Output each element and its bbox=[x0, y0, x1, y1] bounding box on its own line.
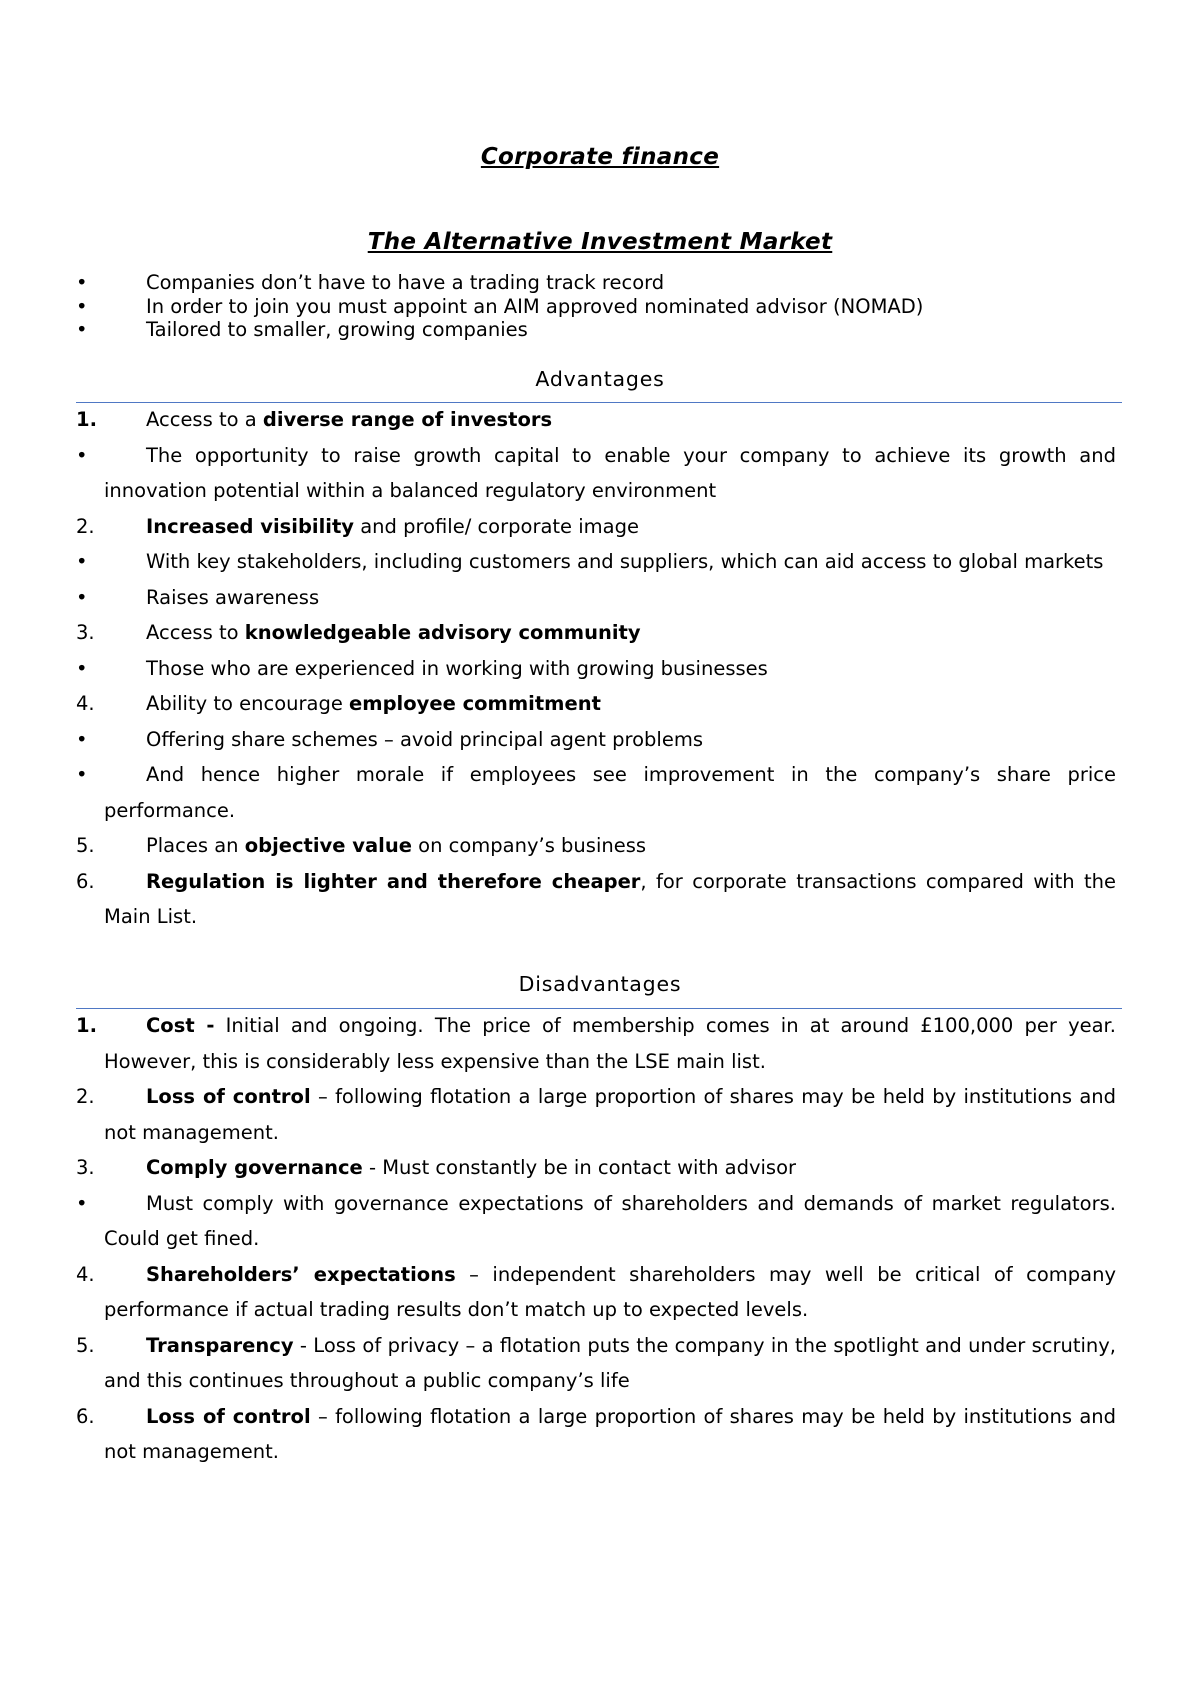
list-item bbox=[76, 1399, 1116, 1470]
emphasis-text: Increased visibility bbox=[146, 514, 355, 538]
list-item: • Companies don’t have to have a trading track record bbox=[76, 271, 665, 294]
bullet-icon: • bbox=[76, 763, 88, 786]
list-item-text: Ability to encourage employee commitment bbox=[146, 692, 601, 715]
list-item-text: Loss of control – following flotation a large proportion of shares may be held by institutions and not management. bbox=[104, 1404, 1117, 1463]
list-item-text: With key stakeholders, including customers and suppliers, which can aid access to global markets bbox=[146, 550, 1104, 573]
advantages-heading: Advantages bbox=[535, 367, 665, 391]
emphasis-text: Comply governance bbox=[146, 1156, 363, 1179]
list-item-text: Access to a diverse range of investors bbox=[146, 408, 553, 431]
list-item-text: Transparency - Loss of privacy – a flotation puts the company in the spotlight and under scrutiny, and this continues throughout a public company’s life bbox=[104, 1333, 1116, 1392]
list-item bbox=[76, 722, 1116, 758]
list-number: 3. bbox=[76, 621, 95, 644]
disadvantages-heading: Disadvantages bbox=[518, 972, 682, 996]
bullet-icon: • bbox=[76, 271, 88, 294]
list-number: 6. bbox=[76, 869, 95, 893]
bullet-icon: • bbox=[76, 550, 88, 573]
bullet-icon: • bbox=[76, 1191, 88, 1215]
list-number: 3. bbox=[76, 1156, 95, 1179]
list-item bbox=[76, 438, 1116, 509]
advantages-list bbox=[76, 402, 1116, 935]
list-item bbox=[76, 580, 1116, 616]
list-item bbox=[76, 828, 1116, 864]
list-number: 2. bbox=[76, 1085, 95, 1108]
list-item bbox=[76, 1186, 1116, 1257]
list-item bbox=[76, 1328, 1116, 1399]
list-number: 1. bbox=[76, 1014, 97, 1037]
emphasis-text: knowledgeable advisory community bbox=[244, 621, 641, 644]
list-item bbox=[76, 1257, 1116, 1328]
list-item bbox=[76, 757, 1116, 828]
list-item bbox=[76, 509, 1116, 545]
list-item bbox=[76, 544, 1116, 580]
emphasis-text: Loss of control bbox=[146, 1085, 311, 1108]
list-number: 6. bbox=[76, 1404, 95, 1428]
list-number: 4. bbox=[76, 692, 95, 715]
list-item bbox=[76, 864, 1116, 935]
bullet-icon: • bbox=[76, 727, 88, 751]
list-item: • In order to join you must appoint an AIM approved nominated advisor (NOMAD) bbox=[76, 294, 924, 318]
list-item: • Tailored to smaller, growing companies bbox=[76, 318, 528, 341]
list-item-text: Increased visibility and profile/ corporate image bbox=[146, 514, 639, 538]
list-number: 1. bbox=[76, 408, 97, 431]
list-item bbox=[76, 1150, 1116, 1186]
list-item-text: Loss of control – following flotation a large proportion of shares may be held by institutions and not management. bbox=[104, 1085, 1117, 1144]
list-item-text: Must comply with governance expectations of shareholders and demands of market regulators. Could get fined. bbox=[104, 1191, 1116, 1250]
bullet-icon: • bbox=[76, 585, 88, 609]
emphasis-text: Loss of control bbox=[146, 1404, 311, 1428]
list-item-text: Access to knowledgeable advisory community bbox=[146, 621, 641, 644]
list-number: 5. bbox=[76, 1333, 95, 1357]
emphasis-text: diverse range of investors bbox=[262, 408, 553, 431]
emphasis-text: objective value bbox=[244, 834, 412, 857]
list-item-text: And hence higher morale if employees see improvement in the company’s share price performance. bbox=[104, 763, 1116, 822]
list-item bbox=[76, 1008, 1116, 1079]
list-item-text: Offering share schemes – avoid principal agent problems bbox=[146, 727, 703, 751]
list-item bbox=[76, 615, 1116, 651]
list-item bbox=[76, 651, 1116, 687]
list-item-text: Raises awareness bbox=[146, 585, 320, 609]
bullet-icon: • bbox=[76, 294, 88, 318]
bullet-icon: • bbox=[76, 318, 88, 341]
list-item-text: Comply governance - Must constantly be in contact with advisor bbox=[146, 1156, 797, 1179]
list-number: 5. bbox=[76, 834, 95, 857]
document-subtitle: The Alternative Investment Market bbox=[367, 229, 833, 255]
emphasis-text: Regulation is lighter and therefore cheaper bbox=[146, 869, 641, 893]
intro-bullet-list bbox=[76, 271, 1116, 342]
list-item-text: Regulation is lighter and therefore cheaper, for corporate transactions compared with the Main List. bbox=[104, 869, 1117, 928]
disadvantages-list bbox=[76, 1008, 1116, 1470]
list-item-text: The opportunity to raise growth capital to enable your company to achieve its growth and innovation potential within a balanced regulatory environment bbox=[104, 443, 1116, 502]
document-title: Corporate finance bbox=[480, 144, 720, 170]
list-number: 2. bbox=[76, 514, 95, 538]
list-item-text: Places an objective value on company’s business bbox=[146, 834, 647, 857]
bullet-icon: • bbox=[76, 656, 88, 680]
list-item bbox=[76, 1079, 1116, 1150]
list-item-text: Cost - Initial and ongoing. The price of membership comes in at around £100,000 per year. However, this is considerably less expensive than the LSE main list. bbox=[104, 1014, 1116, 1073]
list-item bbox=[76, 686, 1116, 722]
list-item bbox=[76, 402, 1116, 438]
emphasis-text: employee commitment bbox=[349, 692, 601, 715]
emphasis-text: Shareholders’ expectations bbox=[146, 1262, 456, 1286]
bullet-icon: • bbox=[76, 443, 88, 467]
list-item-text: Those who are experienced in working with growing businesses bbox=[146, 656, 768, 680]
emphasis-text: Cost - bbox=[146, 1014, 215, 1037]
emphasis-text: Transparency bbox=[146, 1333, 294, 1357]
list-number: 4. bbox=[76, 1262, 95, 1286]
list-item-text: Shareholders’ expectations – independent shareholders may well be critical of company performance if actual trading results don’t match up to expected levels. bbox=[104, 1262, 1116, 1321]
